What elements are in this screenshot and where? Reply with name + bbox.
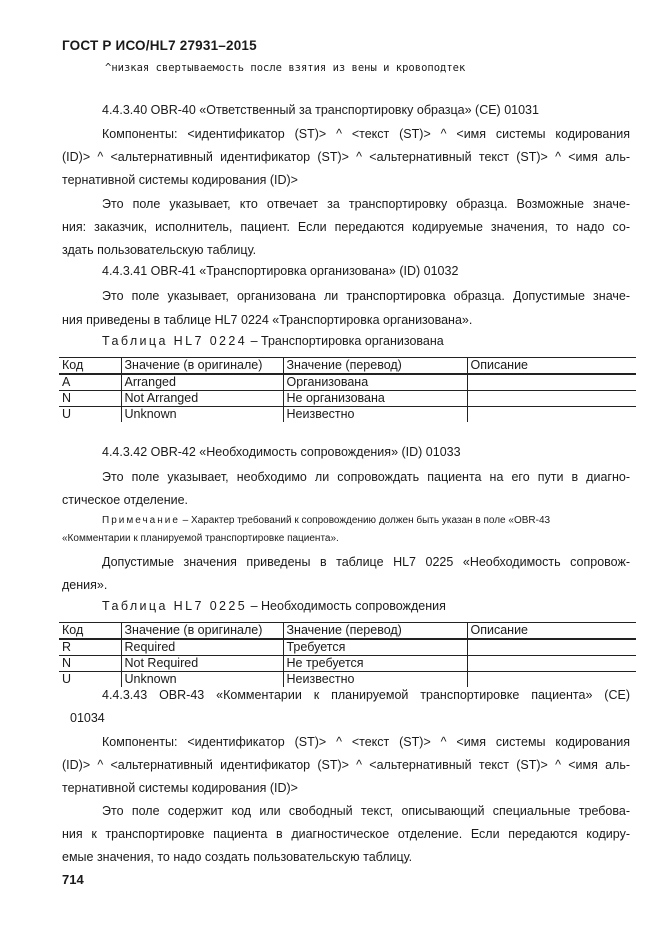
s43-desc-line-1: Это поле содержит код или свободный текст, описывающий специальные требова- — [102, 804, 630, 818]
s40-components-line-1: Компоненты: <идентификатор (ST)> ^ <текст (ST)> ^ <имя системы кодирования — [102, 127, 630, 141]
header-cell-original: Значение (в оригинале) — [121, 358, 283, 375]
s42-desc-line-2: стическое отделение. — [62, 493, 189, 507]
section-heading-43-line-1: 4.4.3.43 OBR-43 «Комментарии к планируемой транспортировке пациента» (CE) — [102, 688, 630, 702]
caption-dash: – — [250, 334, 258, 348]
table-row — [59, 374, 636, 391]
section-heading-43-line-2: 01034 — [70, 711, 105, 725]
caption-prefix: Таблица HL7 0225 — [102, 599, 248, 613]
table-hl7-0225 — [59, 622, 636, 687]
header-cell-code: Код — [59, 623, 121, 640]
continued-line: ^низкая свертываемость после взятия из вены и кровоподтек — [105, 62, 466, 74]
note-label: Примечание — [102, 515, 180, 526]
section-heading-40: 4.4.3.40 OBR-40 «Ответственный за транспортировку образца» (CE) 01031 — [102, 103, 539, 117]
cell-code: U — [62, 672, 72, 686]
cell-original: Unknown — [121, 672, 283, 688]
cell-code: N — [59, 656, 121, 672]
s42-allowed-line-2: дения». — [62, 578, 108, 592]
cell-translation: Неизвестно — [283, 407, 467, 423]
caption-title: Транспортировка организована — [261, 334, 444, 348]
caption-title: Необходимость сопровождения — [261, 599, 446, 613]
s43-components-line-2: (ID)> ^ <альтернативный идентификатор (ST)> ^ <альтернативный текст (ST)> ^ <имя аль- — [62, 758, 630, 772]
s42-allowed-line-1: Допустимые значения приведены в таблице HL7 0225 «Необходимость сопровож- — [102, 555, 630, 569]
table-row — [59, 639, 636, 656]
cell-translation: Требуется — [283, 639, 467, 656]
cell-description — [467, 639, 636, 656]
note-line-1 — [102, 515, 550, 526]
table-row — [59, 656, 636, 672]
cell-description — [467, 374, 636, 391]
header-cell-description: Описание — [467, 358, 636, 375]
s43-desc-line-2: ния к транспортировке пациента в диагностическое отделение. Если передаются кодиру- — [62, 827, 630, 841]
cell-code: A — [59, 374, 121, 391]
s40-components-line-3: тернативной системы кодирования (ID)> — [62, 173, 298, 187]
cell-description — [467, 407, 636, 423]
cell-translation: Организована — [283, 374, 467, 391]
table-header-row — [59, 358, 636, 375]
table-header-row — [59, 623, 636, 640]
table-caption-0225 — [102, 599, 446, 613]
table-row — [59, 391, 636, 407]
section-heading-41: 4.4.3.41 OBR-41 «Транспортировка организована» (ID) 01032 — [102, 264, 459, 278]
cell-description — [467, 656, 636, 672]
table-hl7-0224 — [59, 357, 636, 422]
document-header: ГОСТ Р ИСО/HL7 27931–2015 — [62, 38, 257, 53]
s41-desc-line-1: Это поле указывает, организована ли транспортировка образца. Допустимые значе- — [102, 289, 630, 303]
s42-desc-line-1: Это поле указывает, необходимо ли сопровождать пациента на его пути в диагно- — [102, 470, 630, 484]
cell-translation: Не организована — [283, 391, 467, 407]
s40-desc-line-2: ния: заказчик, исполнитель, пациент. Если передаются кодируемые значения, то надо со- — [62, 220, 630, 234]
header-cell-original: Значение (в оригинале) — [121, 623, 283, 640]
header-cell-code: Код — [59, 358, 121, 375]
cell-original: Arranged — [121, 374, 283, 391]
header-cell-translation: Значение (перевод) — [283, 358, 467, 375]
cell-original: Required — [121, 639, 283, 656]
cell-original: Not Arranged — [121, 391, 283, 407]
note-line-2: «Комментарии к планируемой транспортировке пациента». — [62, 533, 339, 544]
cell-original: Unknown — [121, 407, 283, 423]
cell-original: Not Required — [121, 656, 283, 672]
cell-code: U — [62, 407, 72, 421]
s40-components-line-2: (ID)> ^ <альтернативный идентификатор (ST)> ^ <альтернативный текст (ST)> ^ <имя аль- — [62, 150, 630, 164]
caption-prefix: Таблица HL7 0224 — [102, 334, 248, 348]
header-cell-translation: Значение (перевод) — [283, 623, 467, 640]
s43-components-line-1: Компоненты: <идентификатор (ST)> ^ <текст (ST)> ^ <имя системы кодирования — [102, 735, 630, 749]
table-caption-0224 — [102, 334, 444, 348]
s41-desc-line-2: ния приведены в таблице HL7 0224 «Транспортировка организована». — [62, 313, 473, 327]
header-cell-description: Описание — [467, 623, 636, 640]
cell-description — [467, 391, 636, 407]
cell-translation: Неизвестно — [283, 672, 467, 688]
cell-code: N — [59, 391, 121, 407]
page-number: 714 — [62, 872, 84, 887]
caption-dash: – — [250, 599, 258, 613]
cell-translation: Не требуется — [283, 656, 467, 672]
s40-desc-line-3: здать пользовательскую таблицу. — [62, 243, 257, 257]
s43-desc-line-3: емые значения, то надо создать пользовательскую таблицу. — [62, 850, 413, 864]
section-heading-42: 4.4.3.42 OBR-42 «Необходимость сопровождения» (ID) 01033 — [102, 445, 461, 459]
table-row — [59, 407, 636, 423]
cell-code: R — [59, 639, 121, 656]
s43-components-line-3: тернативной системы кодирования (ID)> — [62, 781, 298, 795]
note-text: – Характер требований к сопровождению должен быть указан в поле «OBR-43 — [182, 515, 551, 526]
s40-desc-line-1: Это поле указывает, кто отвечает за транспортировку образца. Возможные значе- — [102, 197, 630, 211]
